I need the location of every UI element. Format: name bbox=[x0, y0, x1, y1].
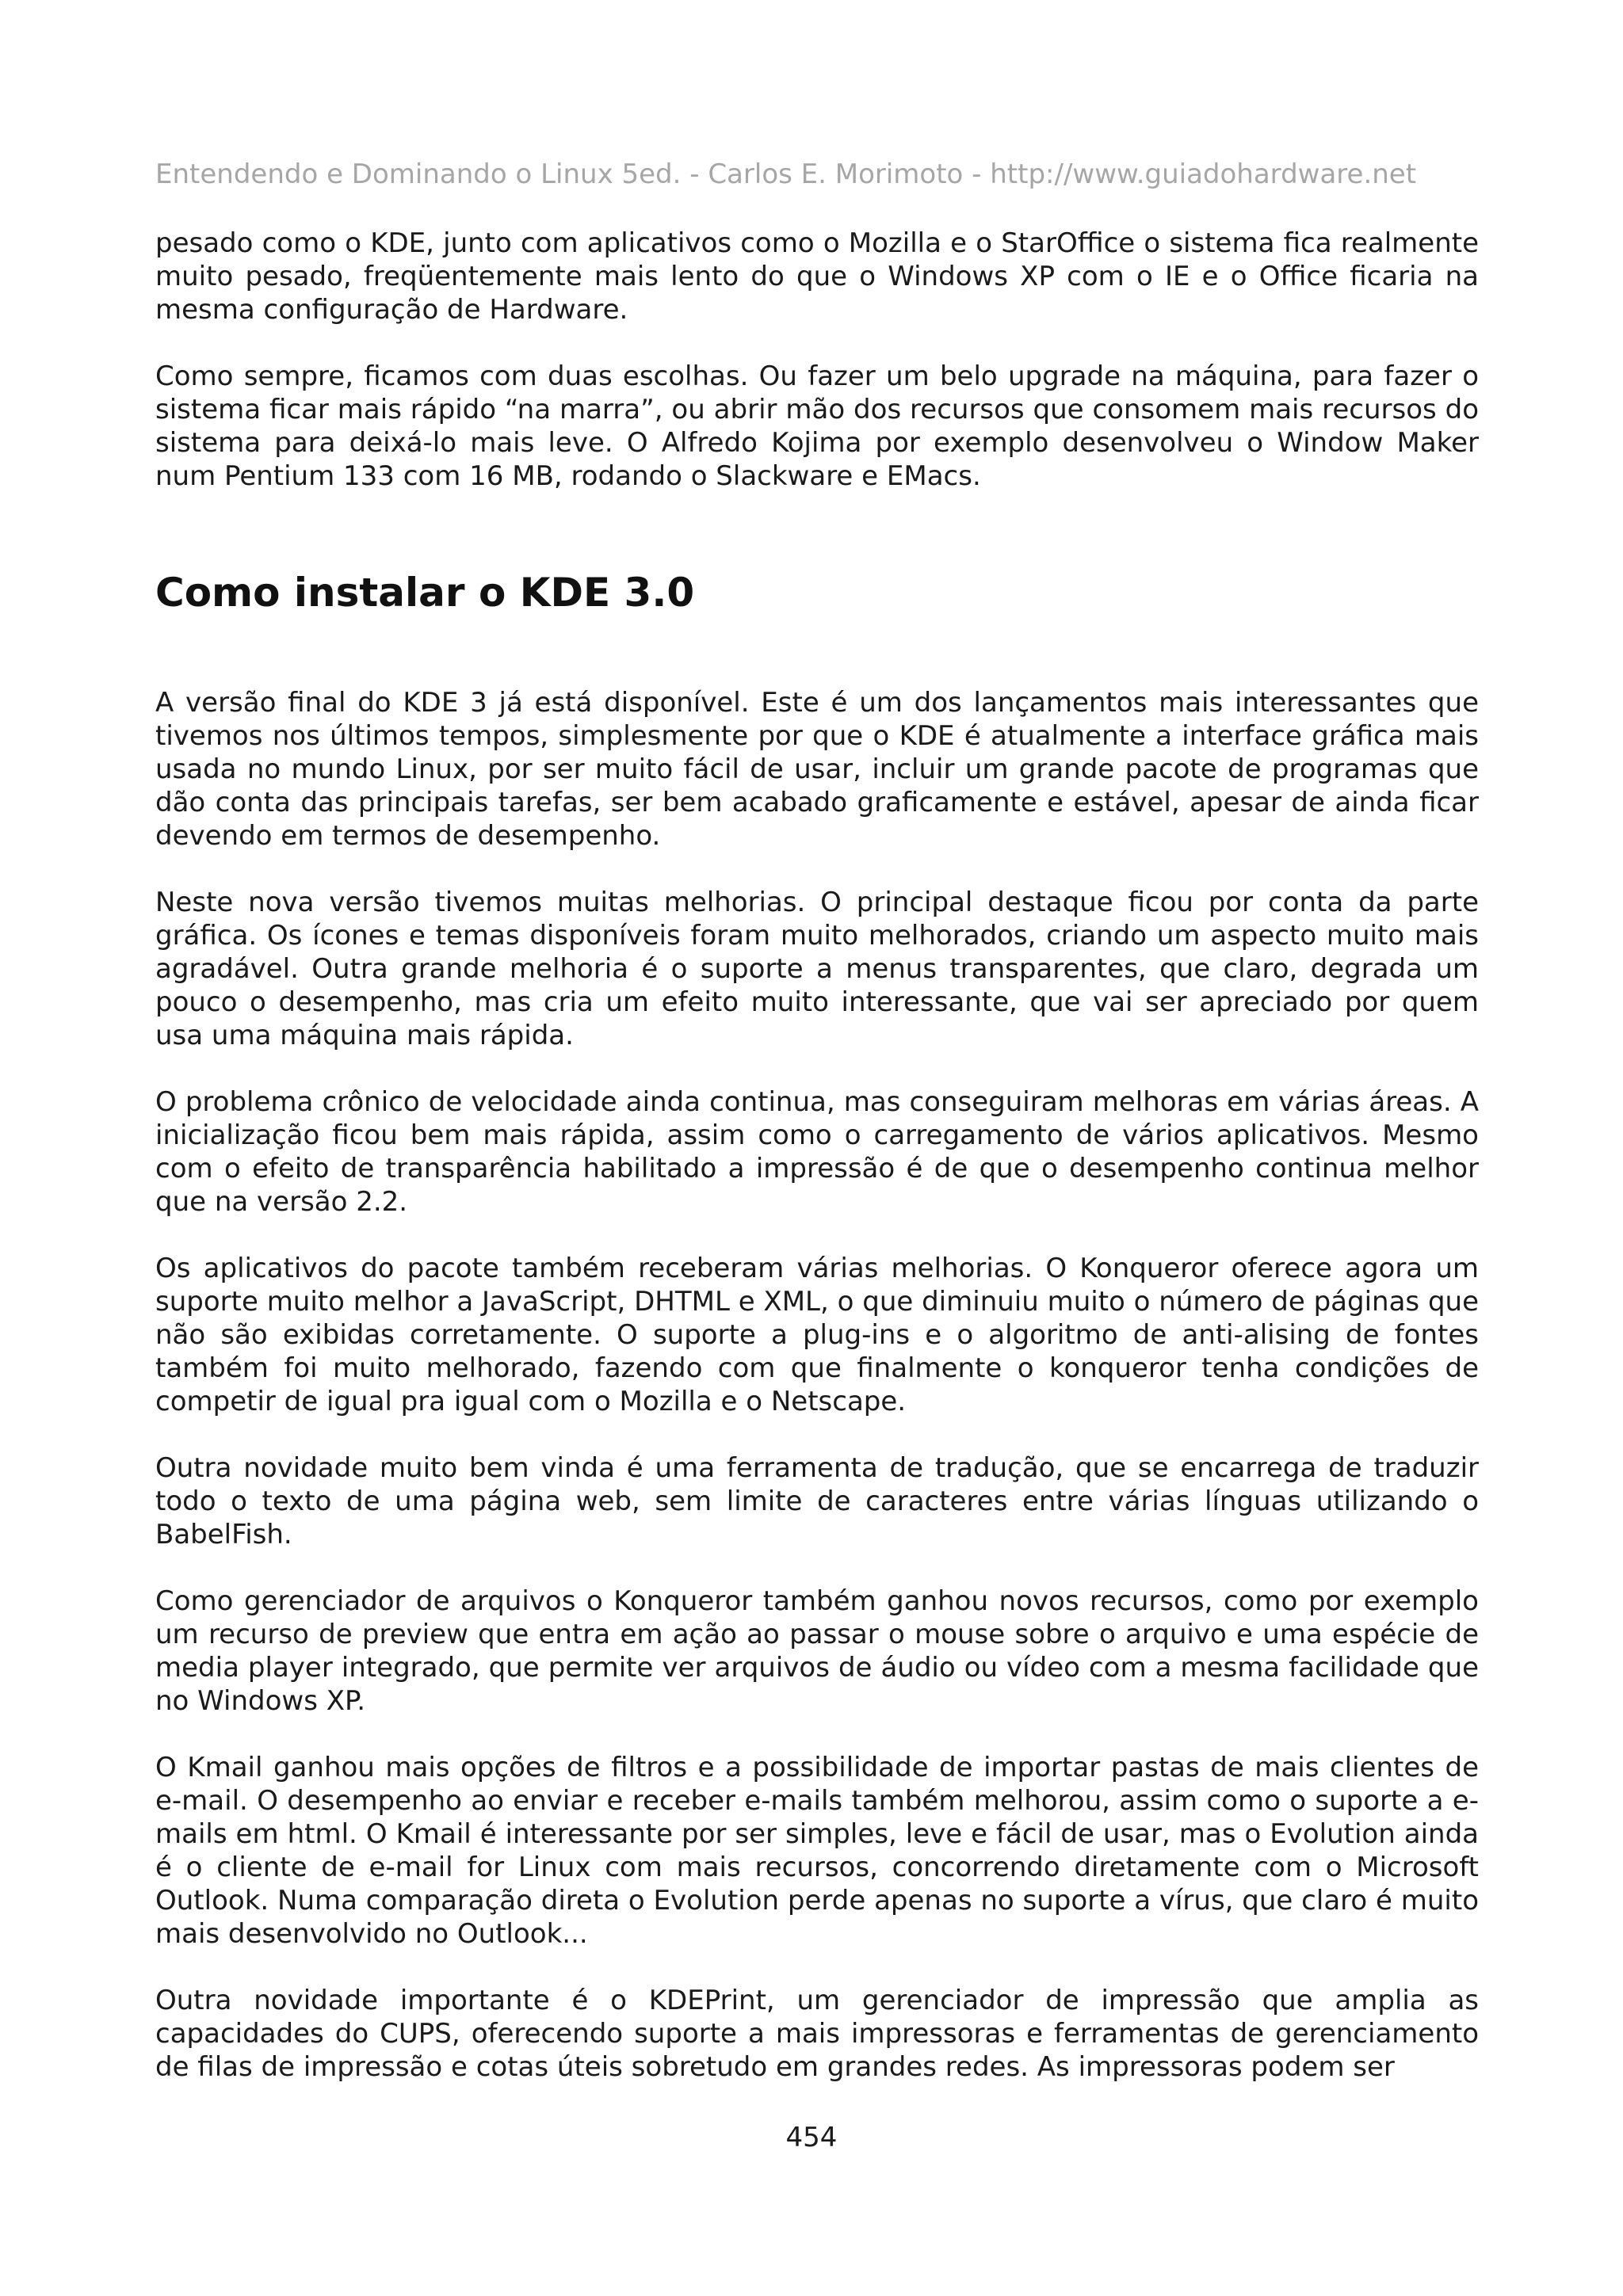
body-paragraph: A versão final do KDE 3 já está disponível. Este é um dos lançamentos mais interessantes que tivemos nos últimos tempos, simplesmente por que o KDE é atualmente a interface gráfica mais usada no mundo Linux, por ser muito fácil de usar, incluir um grande pacote de programas que dão conta das principais tarefas, ser bem acabado graficamente e estável, apesar de ainda ficar devendo em termos de desempenho. bbox=[155, 687, 1479, 852]
body-paragraph: Neste nova versão tivemos muitas melhorias. O principal destaque ficou por conta da parte gráfica. Os ícones e temas disponíveis foram muito melhorados, criando um aspecto muito mais agradável. Outra grande melhoria é o suporte a menus transparentes, que claro, degrada um pouco o desempenho, mas cria um efeito muito interessante, que vai ser apreciado por quem usa uma máquina mais rápida. bbox=[155, 887, 1479, 1051]
page-number: 454 bbox=[785, 2122, 838, 2153]
section-heading: Como instalar o KDE 3.0 bbox=[155, 570, 695, 616]
body-paragraph: Os aplicativos do pacote também receberam várias melhorias. O Konqueror oferece agora um suporte muito melhor a JavaScript, DHTML e XML, o que diminuiu muito o número de páginas que não são exibidas corretamente. O suporte a plug-ins e o algoritmo de anti-alising de fontes também foi muito melhorado, fazendo com que finalmente o konqueror tenha condições de competir de igual pra igual com o Mozilla e o Netscape. bbox=[155, 1253, 1479, 1417]
body-paragraph: Como sempre, ficamos com duas escolhas. Ou fazer um belo upgrade na máquina, para fazer o sistema ficar mais rápido “na marra”, ou abrir mão dos recursos que consomem mais recursos do sistema para deixá-lo mais leve. O Alfredo Kojima por exemplo desenvolveu o Window Maker num Pentium 133 com 16 MB, rodando o Slackware e EMacs. bbox=[155, 360, 1479, 492]
running-header: Entendendo e Dominando o Linux 5ed. - Carlos E. Morimoto - http://www.guiadohardware.net bbox=[155, 158, 1417, 190]
body-paragraph: O Kmail ganhou mais opções de filtros e a possibilidade de importar pastas de mais clientes de e-mail. O desempenho ao enviar e receber e-mails também melhorou, assim como o suporte a e-mails em html. O Kmail é interessante por ser simples, leve e fácil de usar, mas o Evolution ainda é o cliente de e-mail for Linux com mais recursos, concorrendo diretamente com o Microsoft Outlook. Numa comparação direta o Evolution perde apenas no suporte a vírus, que claro é muito mais desenvolvido no Outlook... bbox=[155, 1752, 1479, 1950]
body-paragraph: Como gerenciador de arquivos o Konqueror também ganhou novos recursos, como por exemplo um recurso de preview que entra em ação ao passar o mouse sobre o arquivo e uma espécie de media player integrado, que permite ver arquivos de áudio ou vídeo com a mesma facilidade que no Windows XP. bbox=[155, 1585, 1479, 1717]
body-paragraph: Outra novidade muito bem vinda é uma ferramenta de tradução, que se encarrega de traduzir todo o texto de uma página web, sem limite de caracteres entre várias línguas utilizando o BabelFish. bbox=[155, 1452, 1479, 1550]
body-paragraph: pesado como o KDE, junto com aplicativos como o Mozilla e o StarOffice o sistema fica realmente muito pesado, freqüentemente mais lento do que o Windows XP com o IE e o Office ficaria na mesma configuração de Hardware. bbox=[155, 227, 1479, 326]
page-body bbox=[155, 227, 1479, 2117]
body-paragraph: Outra novidade importante é o KDEPrint, um gerenciador de impressão que amplia as capacidades do CUPS, oferecendo suporte a mais impressoras e ferramentas de gerenciamento de filas de impressão e cotas úteis sobretudo em grandes redes. As impressoras podem ser bbox=[155, 1985, 1479, 2083]
body-paragraph: O problema crônico de velocidade ainda continua, mas conseguiram melhoras em várias áreas. A inicialização ficou bem mais rápida, assim como o carregamento de vários aplicativos. Mesmo com o efeito de transparência habilitado a impressão é de que o desempenho continua melhor que na versão 2.2. bbox=[155, 1086, 1479, 1218]
